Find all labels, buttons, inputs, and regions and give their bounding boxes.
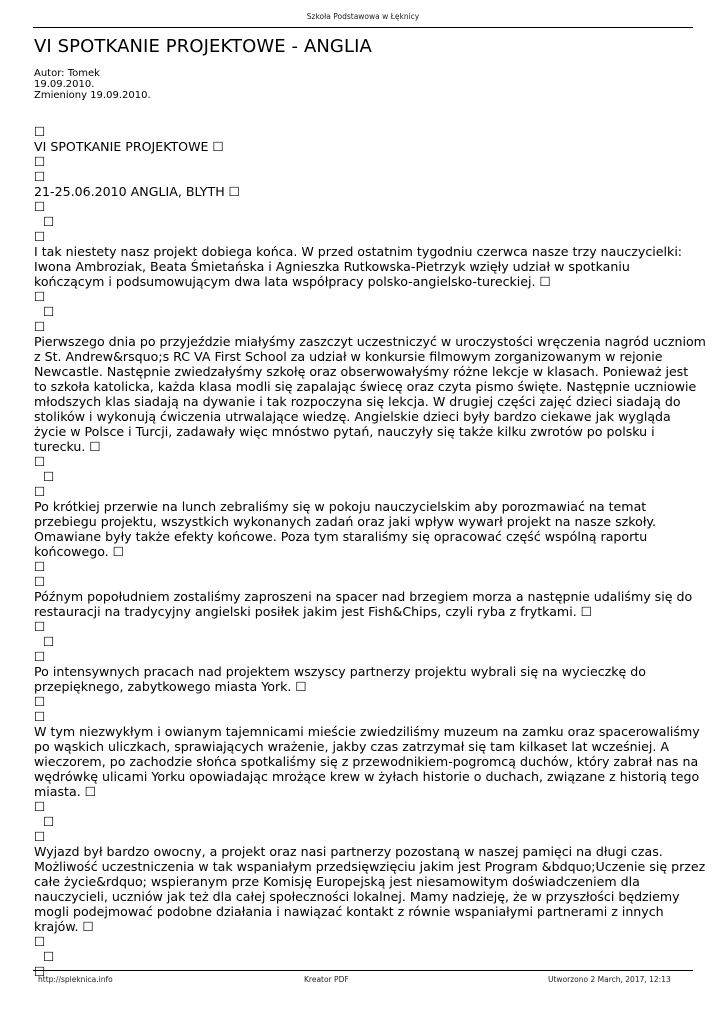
placeholder-glyph: ☐ — [34, 169, 46, 184]
paragraph-line: miasta. ☐ — [34, 784, 96, 799]
footer-site-url[interactable]: http://spleknica.info — [38, 975, 113, 984]
paragraph-line: całe życie&rdquo; wspieranym prze Komisję Europejską jest niesamowitym doświadczeniem dla — [34, 874, 640, 889]
paragraph-line: Po krótkiej przerwie na lunch zebraliśmy się w pokoju nauczycielskim aby porozmawiać na temat — [34, 499, 647, 514]
paragraph-evening — [34, 589, 709, 619]
placeholder-glyph: ☐ — [34, 124, 46, 139]
paragraph-york-trip — [34, 664, 709, 694]
paragraph-line: turecku. ☐ — [34, 439, 101, 454]
article-body — [34, 124, 709, 979]
paragraph-line: Newcastle. Następnie zwiedzałyśmy szkołę oraz obserwowałyśmy różne lekcje w klasach. Ponieważ jest — [34, 364, 689, 379]
paragraph-line: mogli podejmować podobne działania i nawiązać kontakt z równie wspaniałymi partnerami z innych — [34, 904, 664, 919]
placeholder-glyph: ☐ — [34, 694, 46, 709]
paragraph-line: W tym niezwykłym i owianym tajemnicami mieście zwiedziliśmy muzeum na zamku oraz spacerowaliśmy — [34, 724, 700, 739]
paragraph-line: Późnym popołudniem zostaliśmy zaproszeni na spacer nad brzegiem morza a następnie udaliśmy się do — [34, 589, 693, 604]
paragraph-line: wieczorem, po zachodzie słońca spotkaliśmy się z przewodnikiem-pogromcą duchów, który zabrał nas na — [34, 754, 699, 769]
placeholder-glyph: ☐ — [34, 829, 46, 844]
placeholder-glyph: ☐ — [34, 229, 46, 244]
paragraph-line: I tak niestety nasz projekt dobiega końca. W przed ostatnim tygodniu czerwca nasze trzy nauczycielki: — [34, 244, 683, 259]
placeholder-glyph: ☐ — [34, 454, 46, 469]
paragraph-line: restauracji na tradycyjny angielski posiłek jakim jest Fish&Chips, czyli ryba z frytkami. ☐ — [34, 604, 592, 619]
placeholder-glyph: ☐ — [34, 709, 46, 724]
paragraph-line: wędrówkę ulicami Yorku opowiadając mrożące krew w żyłach historie o duchach, związane z historią tego — [34, 769, 700, 784]
paragraph-line: przepięknego, zabytkowego miasta York. ☐ — [34, 679, 307, 694]
placeholder-glyph: ☐ — [34, 484, 46, 499]
paragraph-line: młodszych klas siadają na dywanie i tak rozpoczyna się lekcja. W drugiej części zajęć dzieci siadają do — [34, 394, 681, 409]
placeholder-glyph: ☐ — [34, 559, 46, 574]
paragraph-line: to szkoła katolicka, każda klasa modli się zapalając świecę oraz czyta pismo święte. Następnie uczniowie — [34, 379, 697, 394]
paragraph-line: kończącym i podsumowującym dwa lata współpracy polsko-angielsko-tureckiej. ☐ — [34, 274, 551, 289]
paragraph-line: Wyjazd był bardzo owocny, a projekt oraz nasi partnerzy pozostaną w naszej pamięci na długi czas. — [34, 844, 663, 859]
paragraph-line: z St. Andrew&rsquo;s RC VA First School za udział w konkursie filmowym zorganizowanym w rejonie — [34, 349, 663, 364]
placeholder-glyph: ☐ — [34, 574, 46, 589]
placeholder-glyph: ☐ — [43, 814, 55, 829]
placeholder-glyph: ☐ — [34, 649, 46, 664]
paragraph-line: Iwona Ambroziak, Beata Śmietańska i Agnieszka Rutkowska-Pietrzyk wzięły udział w spotkaniu — [34, 259, 630, 274]
placeholder-glyph: ☐ — [43, 214, 55, 229]
paragraph-line: Pierwszego dnia po przyjeździe miałyśmy zaszczyt uczestniczyć w uroczystości wręczenia nagród uczniom — [34, 334, 706, 349]
page-header: Szkoła Podstawowa w Łęknicy — [306, 12, 420, 21]
paragraph-first-day — [34, 334, 709, 454]
paragraph-summary — [34, 844, 709, 934]
author-line: Autor: Tomek — [34, 68, 100, 79]
placeholder-glyph: ☐ — [34, 964, 46, 979]
placeholder-glyph: ☐ — [34, 619, 46, 634]
header-divider — [33, 27, 693, 28]
paragraph-line: krajów. ☐ — [34, 919, 94, 934]
paragraph-line: po wąskich uliczkach, sprawiających wrażenie, jakby czas zatrzymał się tam kilkaset lat wcześniej. A — [34, 739, 670, 754]
placeholder-glyph: ☐ — [43, 304, 55, 319]
placeholder-glyph: ☐ — [34, 289, 46, 304]
placeholder-glyph: ☐ — [34, 799, 46, 814]
placeholder-glyph: ☐ — [34, 934, 46, 949]
placeholder-glyph: ☐ — [34, 319, 46, 334]
heading-project-meeting: VI SPOTKANIE PROJEKTOWE ☐ — [34, 139, 224, 154]
footer-created-timestamp: Utworzono 2 March, 2017, 12:13 — [548, 975, 671, 984]
placeholder-glyph: ☐ — [34, 199, 46, 214]
paragraph-line: życie w Polsce i Turcji, zadawały więc mnóstwo pytań, nauczyły się także kilku zwrotów po polsku i — [34, 424, 655, 439]
placeholder-glyph: ☐ — [43, 949, 55, 964]
placeholder-glyph: ☐ — [43, 634, 55, 649]
paragraph-line: stolików i wykonują ćwiczenia utrwalające wiedzę. Angielskie dzieci były bardzo ciekawe jak wygląda — [34, 409, 671, 424]
paragraph-line: Po intensywnych pracach nad projektem wszyscy partnerzy projektu wybrali się na wycieczkę do — [34, 664, 646, 679]
article-meta — [34, 68, 151, 101]
paragraph-intro — [34, 244, 709, 289]
footer-divider — [33, 970, 693, 971]
paragraph-york-city — [34, 724, 709, 799]
modified-line: Zmieniony 19.09.2010. — [34, 90, 151, 101]
paragraph-line: nauczycieli, uczniów jak też dla całej społeczności lokalnej. Mamy nadzieję, że w przyszłości będziemy — [34, 889, 680, 904]
paragraph-line: końcowego. ☐ — [34, 544, 124, 559]
paragraph-line: Omawiane były także efekty końcowe. Poza tym staraliśmy się opracować część wspólną raportu — [34, 529, 648, 544]
heading-date-location: 21-25.06.2010 ANGLIA, BLYTH ☐ — [34, 184, 240, 199]
footer-generator: Kreator PDF — [304, 975, 349, 984]
document-title: VI SPOTKANIE PROJEKTOWE - ANGLIA — [34, 36, 372, 57]
paragraph-lunch — [34, 499, 709, 559]
placeholder-glyph: ☐ — [43, 469, 55, 484]
paragraph-line: przebiegu projektu, wszystkich wykonanych zadań oraz jaki wpływ wywarł projekt na nasze szkoły. — [34, 514, 657, 529]
date-line: 19.09.2010. — [34, 79, 95, 90]
paragraph-line: Możliwość uczestniczenia w tak wspaniałym przedsięwzięciu jakim jest Program &bdquo;Uczenie się przez — [34, 859, 706, 874]
placeholder-glyph: ☐ — [34, 154, 46, 169]
